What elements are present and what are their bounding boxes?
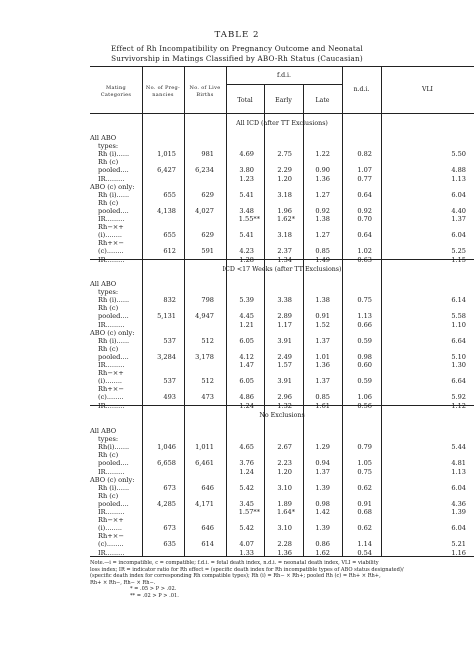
row-label: IR......... [98,255,125,264]
cell-late: 0.94 [315,459,330,468]
cell-ndi: 0.75 [357,467,372,476]
cell-ndi: 0.54 [357,548,372,557]
cell-ndi: 0.62 [357,483,372,492]
cell-vli: 6.64 [451,336,466,345]
cell-vli: 5.21 [451,540,466,549]
cell-late: 1.36 [315,174,330,183]
cell-early: 1.20 [277,467,292,476]
cell-live: 646 [201,483,214,492]
row-label: pooled.... [98,499,129,508]
cell-live: 4,947 [195,312,214,321]
table-notes [90,560,474,600]
cell-vli: 5.92 [451,393,466,402]
row-label: IR......... [98,467,125,476]
table-title: TABLE 2 [214,30,260,40]
header-mating-categories: Mating Categories [100,85,132,98]
fdi-underline [226,84,342,85]
cell-total: 1.24 [239,401,254,410]
cell-total: 4.12 [239,352,254,361]
col-divider-1 [142,66,143,556]
cell-ndi: 0.92 [357,206,372,215]
cell-late: 1.38 [315,296,330,305]
cell-vli: 5.25 [451,247,466,256]
cell-live: 981 [201,150,214,159]
cell-early: 1.62* [277,215,295,223]
cell-late: 0.92 [315,206,330,215]
cell-late: 0.85 [315,393,330,402]
note-line: (specific death index for corresponding Rh compatible types); Rh (i) = Rh− × Rh+; pooled Rh (c) = Rh+ × Rh+, [90,573,381,580]
section-heading: All ICD (after TT Exclusions) [236,120,328,127]
top-rule [90,66,474,67]
header-live-births: No. of Live Births [189,85,221,98]
row-label: Rh (i)...... [98,483,130,492]
row-label: IR......... [98,548,125,557]
col-divider-2 [184,66,185,556]
row-label: IR......... [98,320,125,329]
cell-live: 629 [201,231,214,240]
row-label: Rh(i)....... [98,443,130,452]
cell-total: 6.05 [239,377,254,386]
cell-late: 1.49 [315,255,330,264]
row-label: pooled.... [98,206,129,215]
table-caption [62,44,412,64]
cell-total: 3.48 [239,206,254,215]
row-label: pooled.... [98,166,129,175]
cell-early: 2.23 [277,459,292,468]
cell-total: 4.65 [239,443,254,452]
header-late: Late [315,97,330,104]
cell-total: 1.28 [239,255,254,264]
cell-vli: 5.58 [451,312,466,321]
cell-late: 1.38 [315,215,330,223]
cell-vli: 1.16 [451,548,466,557]
row-label: types: [98,142,119,151]
row-label: Rh (c) [98,158,119,167]
header-early: Early [275,97,292,104]
cell-ndi: 0.63 [357,255,372,264]
cell-ndi: 0.62 [357,524,372,533]
cell-early: 1.32 [277,401,292,410]
row-label: Rh (i)...... [98,150,130,159]
cell-vli: 1.10 [451,320,466,329]
cell-vli: 4.36 [451,499,466,508]
cell-live: 629 [201,190,214,199]
row-label: Rh (c) [98,198,119,207]
cell-ndi: 0.91 [357,499,372,508]
cell-preg: 537 [163,377,176,386]
note-line: loss index; IR = indicator ratio for Rh effect = (specific death index for Rh incompatible types of ABO status designated)/ [90,566,404,573]
cell-ndi: 1.14 [357,540,372,549]
cell-total: 6.05 [239,336,254,345]
cell-ndi: 1.02 [357,247,372,256]
col-divider-4 [264,84,265,556]
cell-vli: 6.04 [451,231,466,240]
cell-late: 1.37 [315,377,330,386]
cell-early: 1.36 [277,548,292,557]
cell-late: 1.52 [315,320,330,329]
row-label: Rh (c) [98,451,119,460]
row-label: All ABO [90,427,117,435]
cell-early: 2.75 [277,150,292,159]
cell-ndi: 0.98 [357,352,372,361]
cell-total: 4.86 [239,393,254,402]
cell-preg: 635 [163,540,176,549]
row-label: pooled.... [98,459,129,468]
cell-early: 3.91 [277,377,292,386]
row-label: Rh (i)...... [98,190,130,199]
cell-early: 3.10 [277,524,292,533]
cell-preg: 493 [163,393,176,402]
cell-total: 1.47 [239,361,254,369]
cell-preg: 3,284 [157,352,176,361]
cell-live: 646 [201,524,214,533]
cell-late: 0.86 [315,540,330,549]
row-label: Rh−×+ [98,223,124,232]
header-fdi: f.d.i. [277,72,291,79]
cell-vli: 6.14 [451,296,466,305]
cell-preg: 4,285 [157,499,176,508]
row-label: (c)........ [98,247,124,256]
cell-vli: 6.04 [451,524,466,533]
cell-late: 1.62 [315,548,330,557]
row-label: Rh−×+ [98,369,124,378]
cell-preg: 832 [163,296,176,305]
cell-total: 5.39 [239,296,254,305]
row-label: All ABO [90,134,117,142]
cell-vli: 1.13 [451,467,466,476]
cell-ndi: 0.56 [357,401,372,410]
note-line: Note.—i = incompatible, c = compatible; f.d.i. = fetal death index, n.d.i. = neonatal death index, VLI = viability [90,560,379,566]
row-label: (i)........ [98,231,123,240]
cell-preg: 537 [163,336,176,345]
cell-ndi: 0.66 [357,320,372,329]
cell-early: 1.89 [277,499,292,508]
header-ndi: n.d.i. [353,86,370,93]
cell-vli: 5.44 [451,443,466,452]
cell-late: 1.01 [315,352,330,361]
row-label: IR......... [98,361,125,369]
cell-early: 3.91 [277,336,292,345]
cell-late: 1.42 [315,508,330,516]
cell-preg: 612 [163,247,176,256]
cell-late: 1.22 [315,150,330,159]
col-divider-3 [226,66,227,556]
header-pregnancies: No. of Preg- nancies [145,85,181,98]
cell-ndi: 0.59 [357,377,372,386]
col-divider-5 [303,84,304,556]
cell-early: 2.67 [277,443,292,452]
cell-live: 4,027 [195,206,214,215]
cell-total: 1.21 [239,320,254,329]
row-label: IR......... [98,508,125,516]
note-line: Rh+ × Rh−, Rh− × Rh−. [90,579,156,586]
row-label: Rh (c) [98,491,119,500]
cell-ndi: 0.60 [357,361,372,369]
cell-late: 1.39 [315,524,330,533]
cell-late: 1.27 [315,190,330,199]
header-vli: VLI [421,86,434,93]
cell-vli: 5.10 [451,352,466,361]
cell-live: 3,178 [195,352,214,361]
cell-ndi: 0.68 [357,508,372,516]
cell-late: 1.29 [315,443,330,452]
row-label: types: [98,435,119,444]
row-label: ABO (c) only: [90,328,135,337]
cell-total: 4.69 [239,150,254,159]
cell-preg: 655 [163,231,176,240]
col-divider-7 [381,66,382,556]
row-label: pooled.... [98,352,129,361]
cell-preg: 6,658 [157,459,176,468]
note-line: * = .05 > P > .02. [130,586,177,593]
cell-ndi: 0.79 [357,443,372,452]
cell-total: 4.07 [239,540,254,549]
cell-late: 0.85 [315,247,330,256]
cell-late: 1.37 [315,336,330,345]
note-line: ** = .02 > P > .01. [130,592,179,599]
cell-early: 3.10 [277,483,292,492]
cell-live: 614 [201,540,214,549]
cell-ndi: 1.06 [357,393,372,402]
cell-early: 3.18 [277,231,292,240]
row-label: (i)........ [98,377,123,386]
cell-vli: 1.12 [451,401,466,410]
header-total: Total [237,97,253,104]
row-label: pooled.... [98,312,129,321]
row-label: Rh+×− [98,532,124,541]
cell-early: 2.96 [277,393,292,402]
cell-ndi: 1.13 [357,312,372,321]
cell-vli: 6.04 [451,483,466,492]
cell-total: 5.41 [239,190,254,199]
cell-late: 1.61 [315,401,330,410]
cell-live: 6,234 [195,166,214,175]
cell-live: 1,011 [195,443,214,452]
cell-vli: 1.39 [451,508,466,516]
cell-ndi: 0.64 [357,190,372,199]
cell-ndi: 0.75 [357,296,372,305]
cell-total: 4.45 [239,312,254,321]
cell-total: 3.80 [239,166,254,175]
row-label: IR......... [98,401,125,410]
header-bottom-rule [90,113,474,114]
cell-ndi: 0.70 [357,215,372,223]
row-label: ABO (c) only: [90,475,135,484]
row-label: Rh−×+ [98,516,124,525]
cell-early: 2.49 [277,352,292,361]
cell-ndi: 0.59 [357,336,372,345]
cell-live: 6,461 [195,459,214,468]
caption-line-2: Survivorship in Matings Classified by ABO-Rh Status (Caucasian) [111,54,363,63]
cell-live: 4,171 [195,499,214,508]
cell-preg: 6,427 [157,166,176,175]
cell-vli: 1.37 [451,215,466,223]
cell-early: 2.89 [277,312,292,321]
cell-preg: 655 [163,190,176,199]
cell-vli: 1.13 [451,174,466,183]
row-label: Rh (c) [98,344,119,353]
row-label: (i)........ [98,524,123,533]
cell-ndi: 1.07 [357,166,372,175]
cell-preg: 5,131 [157,312,176,321]
row-label: Rh (i)...... [98,336,130,345]
cell-total: 1.33 [239,548,254,557]
row-label: Rh+×− [98,239,124,248]
cell-total: 5.42 [239,524,254,533]
cell-live: 512 [201,336,214,345]
row-label: All ABO [90,280,117,288]
col-divider-6 [342,66,343,556]
cell-vli: 1.15 [451,255,466,264]
cell-preg: 1,015 [157,150,176,159]
cell-vli: 4.81 [451,459,466,468]
cell-vli: 4.40 [451,206,466,215]
row-label: IR......... [98,215,125,223]
section-heading: ICD <17 Weeks (after TT Exclusions) [222,266,342,273]
cell-early: 3.18 [277,190,292,199]
cell-vli: 6.64 [451,377,466,386]
cell-live: 798 [201,296,214,305]
cell-ndi: 0.82 [357,150,372,159]
cell-vli: 4.88 [451,166,466,175]
cell-preg: 673 [163,483,176,492]
cell-live: 591 [201,247,214,256]
row-label: IR......... [98,174,125,183]
cell-late: 1.27 [315,231,330,240]
cell-total: 5.41 [239,231,254,240]
cell-total: 1.57** [238,508,260,516]
cell-early: 2.28 [277,540,292,549]
caption-line-1: Effect of Rh Incompatibility on Pregnancy Outcome and Neonatal [111,44,363,53]
cell-early: 2.37 [277,247,292,256]
cell-total: 3.76 [239,459,254,468]
cell-total: 1.23 [239,174,254,183]
cell-total: 4.23 [239,247,254,256]
cell-preg: 1,046 [157,443,176,452]
cell-vli: 1.30 [451,361,466,369]
cell-late: 1.39 [315,483,330,492]
cell-live: 473 [201,393,214,402]
section-heading: No Exclusions [259,412,305,419]
cell-early: 1.17 [277,320,292,329]
cell-vli: 6.04 [451,190,466,199]
cell-total: 3.45 [239,499,254,508]
cell-early: 1.20 [277,174,292,183]
row-label: (c)........ [98,540,124,549]
cell-early: 3.38 [277,296,292,305]
cell-early: 2.29 [277,166,292,175]
cell-early: 1.96 [277,206,292,215]
cell-vli: 5.50 [451,150,466,159]
row-label: Rh (c) [98,304,119,313]
cell-preg: 673 [163,524,176,533]
cell-early: 1.34 [277,255,292,264]
cell-early: 1.64* [277,508,295,516]
cell-early: 1.57 [277,361,292,369]
cell-total: 5.42 [239,483,254,492]
cell-ndi: 0.64 [357,231,372,240]
cell-late: 0.90 [315,166,330,175]
row-label: ABO (c) only: [90,182,135,191]
cell-ndi: 1.05 [357,459,372,468]
cell-late: 0.91 [315,312,330,321]
row-label: types: [98,288,119,297]
cell-late: 1.37 [315,467,330,476]
cell-late: 0.98 [315,499,330,508]
cell-late: 1.36 [315,361,330,369]
cell-ndi: 0.77 [357,174,372,183]
cell-total: 1.55** [238,215,260,223]
row-label: Rh+×− [98,385,124,394]
cell-live: 512 [201,377,214,386]
row-label: (c)........ [98,393,124,402]
row-label: Rh (i)...... [98,296,130,305]
cell-preg: 4,138 [157,206,176,215]
cell-total: 1.24 [239,467,254,476]
